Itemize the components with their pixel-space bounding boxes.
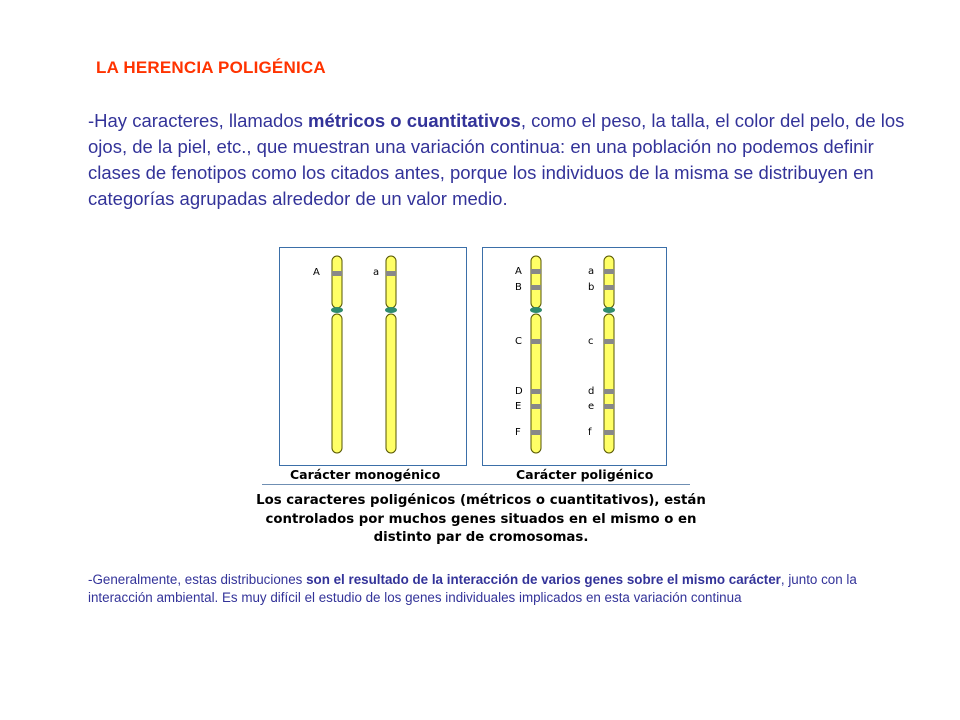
gene-band [604,269,614,274]
gene-band [604,404,614,409]
gene-label: c [588,336,594,347]
gene-label: C [515,336,522,347]
note-text-2: , junto con la interacción ambiental. Es muy difícil el estudio de los genes individuales implicados en esta variación continua [88,572,857,605]
chromosome-left [515,256,542,453]
intro-text-2: , como el peso, la talla, el color del pelo, de los ojos, de la piel, etc., que muestran una variación continua: en una población no podemos definir clases de fenotipos como los citados antes, porque los individuos de la misma se distribuyen en categorías agrupadas alrededor de un valor medio. [88,110,905,209]
gene-label: f [588,427,592,438]
monogenic-figure-box [279,247,467,466]
gene-band [531,404,541,409]
gene-band [604,339,614,344]
polygenic-chromosome-diagram [483,248,666,465]
gene-label: A [313,267,320,278]
caption-divider [262,484,690,485]
centromere [603,307,615,313]
chromosome-right [373,256,397,453]
intro-bold-term: métricos o cuantitativos [308,110,521,131]
gene-label: a [588,266,595,277]
centromere [331,307,343,313]
gene-label: d [588,386,595,397]
gene-label: A [515,266,522,277]
gene-band [531,430,541,435]
page-title: LA HERENCIA POLIGÉNICA [96,58,326,77]
centromere [385,307,397,313]
figure-summary: Los caracteres poligénicos (métricos o cuantitativos), están controlados por muchos genes situados en el mismo o en distinto par de cromosomas. [256,493,706,545]
gene-band [604,389,614,394]
monogenic-chromosome-diagram [280,248,466,465]
gene-band [531,389,541,394]
note-paragraph [88,571,918,607]
chromosome-left [313,256,343,453]
note-text-1: -Generalmente, estas distribuciones [88,572,307,587]
gene-label: B [515,282,522,293]
gene-band [531,339,541,344]
gene-band [604,430,614,435]
gene-band [531,285,541,290]
gene-label: e [588,401,595,412]
gene-band [332,271,342,276]
intro-text-1: -Hay caracteres, llamados [88,110,309,131]
gene-band [386,271,396,276]
gene-label: D [515,386,523,397]
gene-label: b [588,282,595,293]
centromere [530,307,542,313]
gene-label: F [515,427,521,438]
monogenic-caption: Carácter monogénico [290,467,441,482]
gene-label: E [515,401,522,412]
note-bold-phrase: son el resultado de la interacción de varios genes sobre el mismo carácter [306,572,781,587]
gene-label: a [373,267,380,278]
chromosome-right [588,256,615,453]
polygenic-caption: Carácter poligénico [516,467,654,482]
gene-band [531,269,541,274]
gene-band [604,285,614,290]
polygenic-figure-box [482,247,667,466]
intro-paragraph [88,108,908,212]
